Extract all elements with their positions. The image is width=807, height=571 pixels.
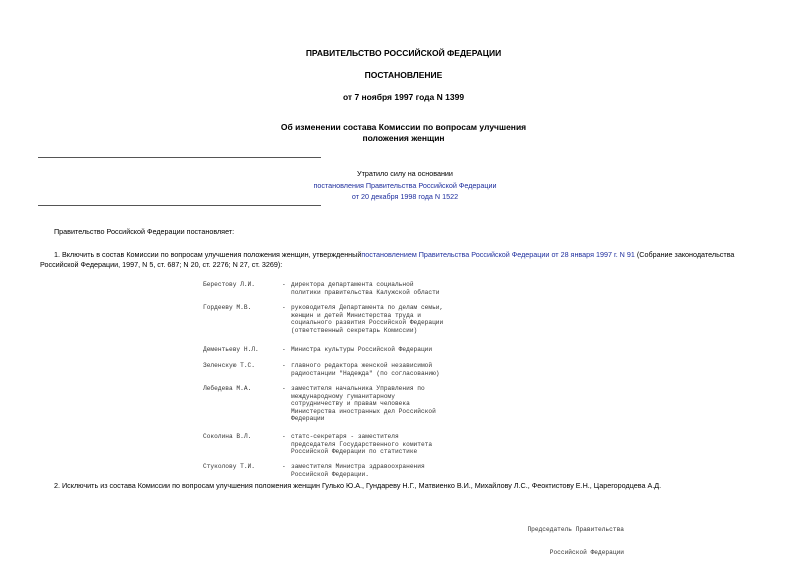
status-note-link-line-2[interactable]: от 20 декабря 1998 года N 1522 (351, 192, 459, 201)
member-role: статс-секретаря - заместителя председателя Государственного комитета Российской Федерации по статистике (291, 433, 433, 456)
member-dash: - (282, 281, 286, 288)
member-name: Берестову Л.И. (203, 281, 255, 288)
member-name: Зеленскую Т.С. (203, 362, 255, 369)
member-dash: - (282, 346, 286, 353)
status-note (240, 168, 570, 203)
member-role: директора департамента социальной политики правительства Калужской области (291, 281, 440, 296)
member-dash: - (282, 304, 286, 311)
member-name: Стуколову Т.И. (203, 463, 255, 470)
document-title-line-1: Об изменении состава Комиссии по вопросам улучшения (280, 122, 527, 132)
member-name: Лебедева М.А. (203, 385, 252, 392)
member-role: главного редактора женской независимой радиостанции "Надежда" (по согласованию) (291, 362, 440, 377)
item-1-line-2: Российской Федерации, 1997, N 5, ст. 687; N 20, ст. 2276; N 27, ст. 3269): (40, 260, 283, 269)
member-role: заместителя Министра здравоохранения Российской Федерации. (291, 463, 425, 478)
member-role: Министра культуры Российской Федерации (291, 346, 433, 353)
member-dash: - (282, 385, 286, 392)
member-role: руководителя Департамента по делам семьи, женщин и детей Министерства труда и социального развития Российской Федерации (ответственный секретарь Комиссии) (291, 304, 444, 334)
member-row (203, 385, 436, 423)
member-dash: - (282, 362, 286, 369)
member-dash: - (282, 433, 286, 440)
status-note-link-line-1[interactable]: постановления Правительства Российской Федерации (313, 180, 497, 190)
member-row (203, 304, 444, 334)
divider-bottom (38, 205, 321, 206)
status-note-text: Утратило силу на основании (357, 169, 453, 178)
item-1-text-end: (Собрание законодательства (634, 250, 735, 259)
item-2-paragraph: 2. Исключить из состава Комиссии по вопросам улучшения положения женщин Гулько Ю.А., Гундареву Н.Г., Матвиенко В.И., Михайлову Л.С., Феоктистову Е.Н., Царегородцева А.Д. (54, 481, 662, 490)
item-1-paragraph (40, 250, 768, 270)
item-1-text-start: 1. Включить в состав Комиссии по вопросам улучшения положения женщин, утвержденный (54, 250, 362, 259)
government-heading: ПРАВИТЕЛЬСТВО РОССИЙСКОЙ ФЕДЕРАЦИИ (305, 48, 502, 58)
member-row (203, 433, 433, 463)
member-dash: - (282, 463, 286, 470)
document-date-number: от 7 ноября 1997 года N 1399 (342, 92, 465, 102)
signature-title: Председатель Правительства (527, 526, 624, 534)
member-name: Гордееву М.В. (203, 304, 252, 311)
resolution-91-link[interactable]: постановлением Правительства Российской Федерации от 28 января 1997 г. N 91 (361, 250, 635, 259)
signature-block (505, 511, 624, 564)
intro-paragraph: Правительство Российской Федерации постановляет: (54, 227, 235, 236)
member-name: Соколина В.Л. (203, 433, 252, 440)
signature-org: Российской Федерации (549, 548, 624, 556)
member-name: Дементьеву Н.Л. (203, 346, 259, 353)
document-title-line-2: положения женщин (362, 133, 445, 143)
member-role: заместителя начальника Управления по международному гуманитарному сотрудничеству и правам человека Министерства иностранных дел Российской Федерации (291, 385, 436, 423)
document-type: ПОСТАНОВЛЕНИЕ (364, 70, 443, 80)
divider-top (38, 157, 321, 158)
